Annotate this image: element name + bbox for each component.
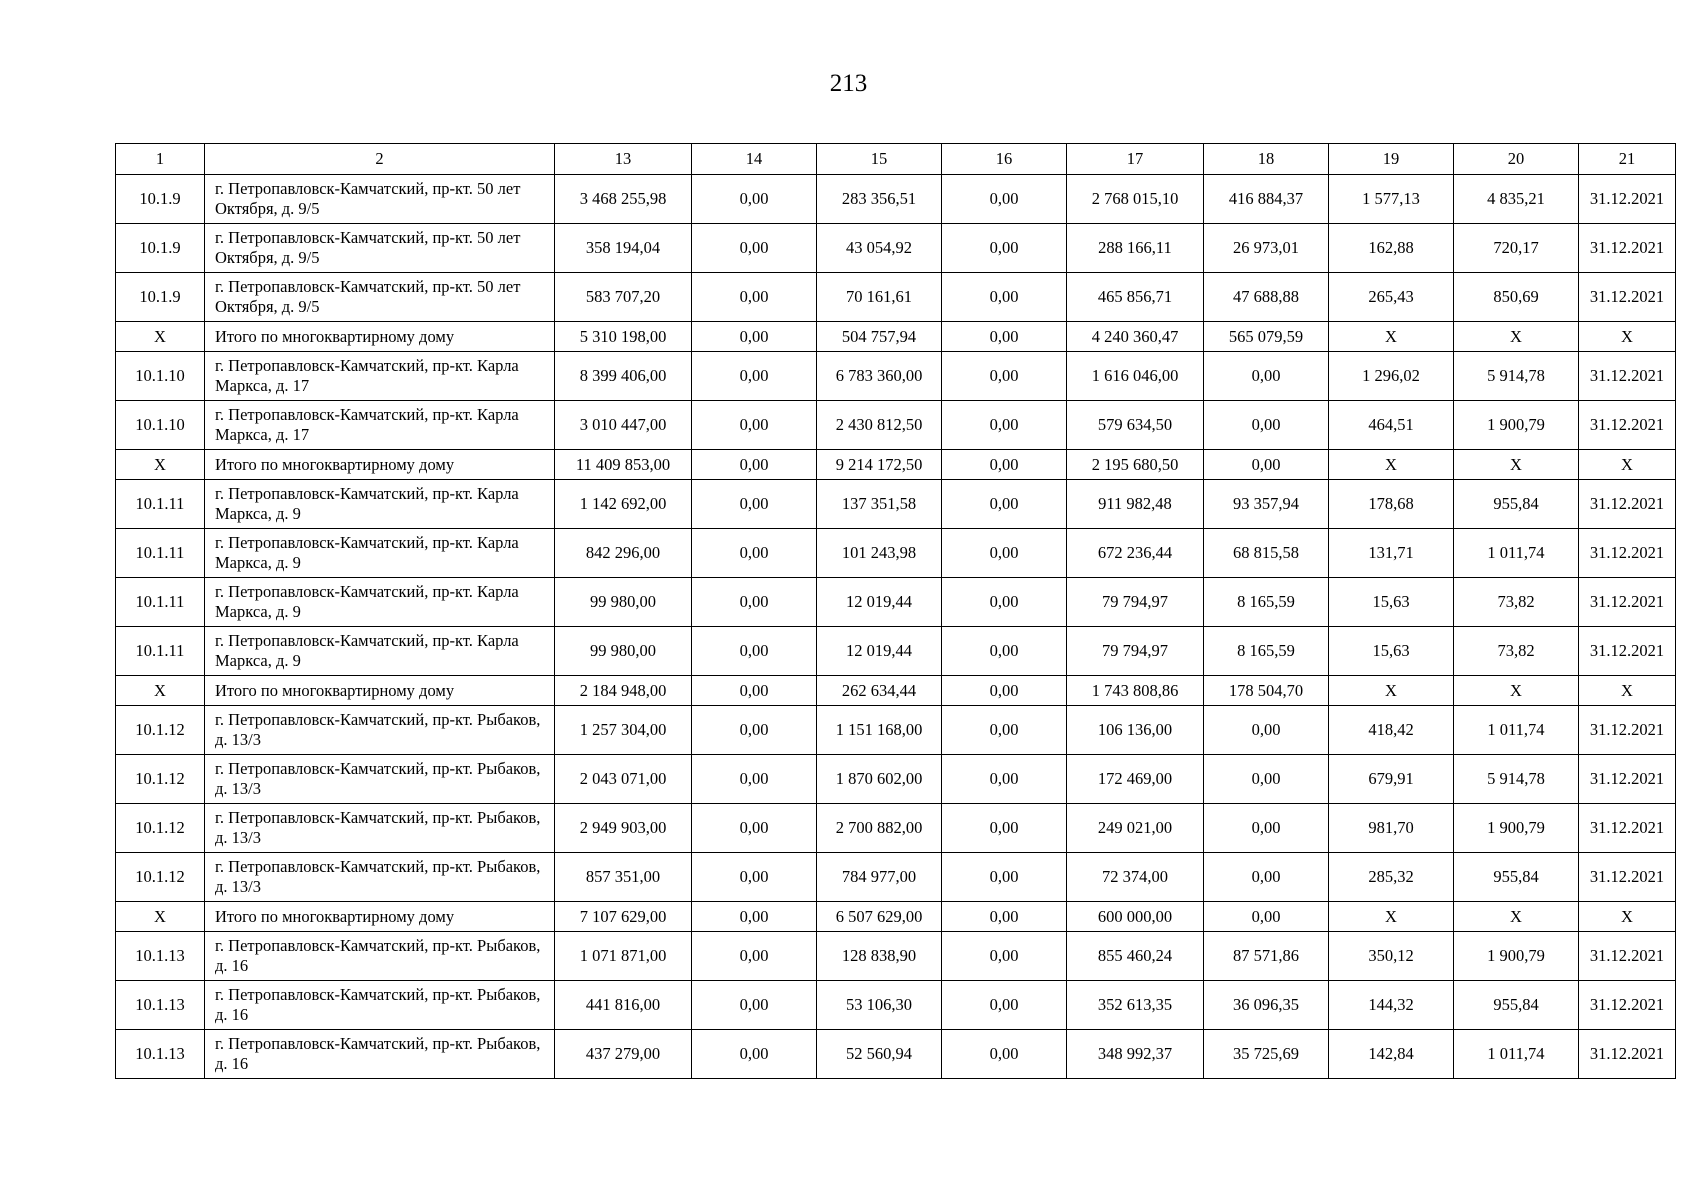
table-cell: 4 240 360,47 bbox=[1067, 322, 1204, 352]
table-cell: 0,00 bbox=[692, 352, 817, 401]
table-cell: 10.1.13 bbox=[116, 981, 205, 1030]
table-cell: 31.12.2021 bbox=[1579, 352, 1676, 401]
table-cell: 93 357,94 bbox=[1204, 480, 1329, 529]
table-cell: 672 236,44 bbox=[1067, 529, 1204, 578]
table-cell: г. Петропавловск-Камчатский, пр-кт. 50 лет Октября, д. 9/5 bbox=[205, 273, 555, 322]
table-cell: 31.12.2021 bbox=[1579, 804, 1676, 853]
column-header: 19 bbox=[1329, 144, 1454, 175]
table-cell: 0,00 bbox=[942, 480, 1067, 529]
table-cell: Х bbox=[116, 676, 205, 706]
table-cell: Х bbox=[116, 450, 205, 480]
table-cell: 31.12.2021 bbox=[1579, 273, 1676, 322]
table-cell: 0,00 bbox=[692, 981, 817, 1030]
table-row-total bbox=[116, 676, 1676, 706]
table-cell: 5 914,78 bbox=[1454, 352, 1579, 401]
table-cell: 8 399 406,00 bbox=[555, 352, 692, 401]
table-cell: г. Петропавловск-Камчатский, пр-кт. Рыбаков, д. 16 bbox=[205, 1030, 555, 1079]
column-header: 2 bbox=[205, 144, 555, 175]
table-cell: 579 634,50 bbox=[1067, 401, 1204, 450]
table-cell: 0,00 bbox=[942, 224, 1067, 273]
table-cell: 1 616 046,00 bbox=[1067, 352, 1204, 401]
table-header bbox=[116, 144, 1676, 175]
table-cell: 137 351,58 bbox=[817, 480, 942, 529]
table-cell: 0,00 bbox=[942, 932, 1067, 981]
table-cell: 288 166,11 bbox=[1067, 224, 1204, 273]
table-cell: 10.1.9 bbox=[116, 224, 205, 273]
column-header: 15 bbox=[817, 144, 942, 175]
table-cell: 12 019,44 bbox=[817, 578, 942, 627]
table-cell: 0,00 bbox=[942, 450, 1067, 480]
table-row bbox=[116, 175, 1676, 224]
table-cell: Х bbox=[1579, 676, 1676, 706]
table-cell: 10.1.12 bbox=[116, 706, 205, 755]
table-cell: 2 700 882,00 bbox=[817, 804, 942, 853]
table-cell: 1 071 871,00 bbox=[555, 932, 692, 981]
table-cell: г. Петропавловск-Камчатский, пр-кт. Рыбаков, д. 16 bbox=[205, 981, 555, 1030]
table-cell: 0,00 bbox=[692, 932, 817, 981]
table-cell: г. Петропавловск-Камчатский, пр-кт. Карла Маркса, д. 9 bbox=[205, 578, 555, 627]
table-cell: 504 757,94 bbox=[817, 322, 942, 352]
table-cell: 0,00 bbox=[692, 902, 817, 932]
table-cell: 101 243,98 bbox=[817, 529, 942, 578]
table-cell: Х bbox=[1579, 902, 1676, 932]
table-cell: 464,51 bbox=[1329, 401, 1454, 450]
table-cell: Итого по многоквартирному дому bbox=[205, 902, 555, 932]
table-cell: 262 634,44 bbox=[817, 676, 942, 706]
table-cell: 142,84 bbox=[1329, 1030, 1454, 1079]
table-cell: 283 356,51 bbox=[817, 175, 942, 224]
table-cell: 0,00 bbox=[1204, 352, 1329, 401]
table-cell: 437 279,00 bbox=[555, 1030, 692, 1079]
table-cell: Х bbox=[116, 902, 205, 932]
table-cell: г. Петропавловск-Камчатский, пр-кт. Карла Маркса, д. 17 bbox=[205, 401, 555, 450]
table-cell: 2 768 015,10 bbox=[1067, 175, 1204, 224]
table-cell: 0,00 bbox=[942, 578, 1067, 627]
table-cell: 4 835,21 bbox=[1454, 175, 1579, 224]
table-cell: 10.1.11 bbox=[116, 578, 205, 627]
table-cell: 0,00 bbox=[692, 322, 817, 352]
table-row bbox=[116, 804, 1676, 853]
table-cell: 6 783 360,00 bbox=[817, 352, 942, 401]
table-cell: 31.12.2021 bbox=[1579, 932, 1676, 981]
table-cell: 8 165,59 bbox=[1204, 627, 1329, 676]
table-cell: 31.12.2021 bbox=[1579, 578, 1676, 627]
table-cell: 10.1.12 bbox=[116, 804, 205, 853]
table-cell: 15,63 bbox=[1329, 578, 1454, 627]
table-cell: 441 816,00 bbox=[555, 981, 692, 1030]
table-cell: 0,00 bbox=[1204, 450, 1329, 480]
table-cell: 2 949 903,00 bbox=[555, 804, 692, 853]
table-cell: г. Петропавловск-Камчатский, пр-кт. Карла Маркса, д. 17 bbox=[205, 352, 555, 401]
table-cell: 36 096,35 bbox=[1204, 981, 1329, 1030]
table-cell: 0,00 bbox=[942, 706, 1067, 755]
table-row bbox=[116, 932, 1676, 981]
table-cell: 144,32 bbox=[1329, 981, 1454, 1030]
table-cell: 955,84 bbox=[1454, 853, 1579, 902]
table-cell: 0,00 bbox=[692, 578, 817, 627]
table-row bbox=[116, 401, 1676, 450]
table-cell: 8 165,59 bbox=[1204, 578, 1329, 627]
table-cell: 1 577,13 bbox=[1329, 175, 1454, 224]
table-cell: 0,00 bbox=[692, 804, 817, 853]
table-cell: г. Петропавловск-Камчатский, пр-кт. Рыбаков, д. 13/3 bbox=[205, 853, 555, 902]
column-header: 17 bbox=[1067, 144, 1204, 175]
table-cell: 68 815,58 bbox=[1204, 529, 1329, 578]
table-cell: 0,00 bbox=[1204, 755, 1329, 804]
table-cell: 0,00 bbox=[692, 676, 817, 706]
table-cell: 178,68 bbox=[1329, 480, 1454, 529]
table-cell: 0,00 bbox=[942, 529, 1067, 578]
table-cell: 0,00 bbox=[692, 627, 817, 676]
table-cell: 418,42 bbox=[1329, 706, 1454, 755]
table-cell: 26 973,01 bbox=[1204, 224, 1329, 273]
table-cell: 10.1.13 bbox=[116, 1030, 205, 1079]
table-cell: 1 151 168,00 bbox=[817, 706, 942, 755]
table-cell: 47 688,88 bbox=[1204, 273, 1329, 322]
column-header: 13 bbox=[555, 144, 692, 175]
table-cell: Х bbox=[1454, 676, 1579, 706]
table-cell: 2 043 071,00 bbox=[555, 755, 692, 804]
table-cell: Х bbox=[1579, 322, 1676, 352]
column-header: 21 bbox=[1579, 144, 1676, 175]
table-cell: 0,00 bbox=[942, 273, 1067, 322]
table-cell: 131,71 bbox=[1329, 529, 1454, 578]
table-cell: 35 725,69 bbox=[1204, 1030, 1329, 1079]
table-cell: 955,84 bbox=[1454, 981, 1579, 1030]
table-cell: 10.1.11 bbox=[116, 480, 205, 529]
table-cell: 0,00 bbox=[942, 627, 1067, 676]
table-cell: Х bbox=[1329, 676, 1454, 706]
table-cell: Итого по многоквартирному дому bbox=[205, 322, 555, 352]
table-cell: 0,00 bbox=[942, 755, 1067, 804]
table-cell: 0,00 bbox=[692, 450, 817, 480]
table-row bbox=[116, 627, 1676, 676]
table-cell: 52 560,94 bbox=[817, 1030, 942, 1079]
table-cell: 1 870 602,00 bbox=[817, 755, 942, 804]
table-cell: 10.1.11 bbox=[116, 529, 205, 578]
table-cell: 172 469,00 bbox=[1067, 755, 1204, 804]
table-cell: Х bbox=[1329, 450, 1454, 480]
table-cell: 79 794,97 bbox=[1067, 627, 1204, 676]
table-cell: Х bbox=[1579, 450, 1676, 480]
table-cell: Х bbox=[1329, 322, 1454, 352]
data-table bbox=[115, 143, 1676, 1079]
table-cell: 358 194,04 bbox=[555, 224, 692, 273]
table-row-total bbox=[116, 322, 1676, 352]
table-cell: 857 351,00 bbox=[555, 853, 692, 902]
table-row bbox=[116, 1030, 1676, 1079]
table-cell: 31.12.2021 bbox=[1579, 1030, 1676, 1079]
table-cell: 31.12.2021 bbox=[1579, 480, 1676, 529]
table-cell: г. Петропавловск-Камчатский, пр-кт. Рыбаков, д. 13/3 bbox=[205, 755, 555, 804]
table-cell: 72 374,00 bbox=[1067, 853, 1204, 902]
table-cell: 31.12.2021 bbox=[1579, 706, 1676, 755]
table-cell: 2 430 812,50 bbox=[817, 401, 942, 450]
table-cell: 1 743 808,86 bbox=[1067, 676, 1204, 706]
table-row bbox=[116, 578, 1676, 627]
table-cell: 0,00 bbox=[692, 529, 817, 578]
table-cell: 73,82 bbox=[1454, 578, 1579, 627]
table-cell: 0,00 bbox=[692, 224, 817, 273]
table-cell: 106 136,00 bbox=[1067, 706, 1204, 755]
table-cell: 10.1.10 bbox=[116, 352, 205, 401]
table-cell: 178 504,70 bbox=[1204, 676, 1329, 706]
table-cell: 0,00 bbox=[1204, 902, 1329, 932]
table-cell: 0,00 bbox=[692, 853, 817, 902]
table-cell: 0,00 bbox=[692, 480, 817, 529]
header-row bbox=[116, 144, 1676, 175]
table-cell: 79 794,97 bbox=[1067, 578, 1204, 627]
table-cell: 0,00 bbox=[942, 175, 1067, 224]
table-cell: 0,00 bbox=[942, 1030, 1067, 1079]
table-cell: 31.12.2021 bbox=[1579, 627, 1676, 676]
table-cell: 10.1.12 bbox=[116, 853, 205, 902]
table-cell: 0,00 bbox=[942, 676, 1067, 706]
table-row-total bbox=[116, 902, 1676, 932]
table-row-total bbox=[116, 450, 1676, 480]
page-number: 213 bbox=[829, 70, 868, 97]
table-cell: 0,00 bbox=[692, 755, 817, 804]
table-cell: 265,43 bbox=[1329, 273, 1454, 322]
table-cell: 0,00 bbox=[942, 853, 1067, 902]
table-cell: 1 900,79 bbox=[1454, 401, 1579, 450]
table-cell: 31.12.2021 bbox=[1579, 401, 1676, 450]
column-header: 18 bbox=[1204, 144, 1329, 175]
table-cell: 1 257 304,00 bbox=[555, 706, 692, 755]
table-cell: Х bbox=[1454, 450, 1579, 480]
table-cell: 9 214 172,50 bbox=[817, 450, 942, 480]
table-cell: 31.12.2021 bbox=[1579, 981, 1676, 1030]
table-cell: г. Петропавловск-Камчатский, пр-кт. Рыбаков, д. 13/3 bbox=[205, 706, 555, 755]
table-cell: Х bbox=[116, 322, 205, 352]
table-cell: 87 571,86 bbox=[1204, 932, 1329, 981]
table-cell: 855 460,24 bbox=[1067, 932, 1204, 981]
table-cell: 911 982,48 bbox=[1067, 480, 1204, 529]
table-cell: 1 142 692,00 bbox=[555, 480, 692, 529]
table-cell: 348 992,37 bbox=[1067, 1030, 1204, 1079]
table-cell: 0,00 bbox=[942, 902, 1067, 932]
table-cell: 955,84 bbox=[1454, 480, 1579, 529]
table-cell: 10.1.10 bbox=[116, 401, 205, 450]
table-cell: 162,88 bbox=[1329, 224, 1454, 273]
table-cell: 850,69 bbox=[1454, 273, 1579, 322]
table-cell: 5 310 198,00 bbox=[555, 322, 692, 352]
table-cell: 2 195 680,50 bbox=[1067, 450, 1204, 480]
table-cell: 128 838,90 bbox=[817, 932, 942, 981]
table-cell: 0,00 bbox=[942, 804, 1067, 853]
table-row bbox=[116, 529, 1676, 578]
table-cell: 784 977,00 bbox=[817, 853, 942, 902]
table-row bbox=[116, 853, 1676, 902]
table-cell: Х bbox=[1454, 902, 1579, 932]
table-cell: 600 000,00 bbox=[1067, 902, 1204, 932]
table-cell: 6 507 629,00 bbox=[817, 902, 942, 932]
table-cell: 31.12.2021 bbox=[1579, 853, 1676, 902]
table-cell: 0,00 bbox=[1204, 706, 1329, 755]
table-cell: 73,82 bbox=[1454, 627, 1579, 676]
table-cell: 43 054,92 bbox=[817, 224, 942, 273]
table-cell: 99 980,00 bbox=[555, 627, 692, 676]
column-header: 1 bbox=[116, 144, 205, 175]
table-cell: 5 914,78 bbox=[1454, 755, 1579, 804]
table-cell: 10.1.9 bbox=[116, 175, 205, 224]
table-cell: г. Петропавловск-Камчатский, пр-кт. Рыбаков, д. 13/3 bbox=[205, 804, 555, 853]
table-cell: г. Петропавловск-Камчатский, пр-кт. Карла Маркса, д. 9 bbox=[205, 480, 555, 529]
table-cell: 0,00 bbox=[942, 981, 1067, 1030]
table-cell: Итого по многоквартирному дому bbox=[205, 450, 555, 480]
table-cell: 981,70 bbox=[1329, 804, 1454, 853]
table-cell: 465 856,71 bbox=[1067, 273, 1204, 322]
table-row bbox=[116, 352, 1676, 401]
table-cell: 2 184 948,00 bbox=[555, 676, 692, 706]
table-cell: 7 107 629,00 bbox=[555, 902, 692, 932]
table-cell: 416 884,37 bbox=[1204, 175, 1329, 224]
table-cell: 0,00 bbox=[692, 401, 817, 450]
table-cell: 1 296,02 bbox=[1329, 352, 1454, 401]
table-cell: 10.1.11 bbox=[116, 627, 205, 676]
table-cell: 1 900,79 bbox=[1454, 804, 1579, 853]
table-cell: 0,00 bbox=[692, 1030, 817, 1079]
table-cell: 1 011,74 bbox=[1454, 706, 1579, 755]
table-cell: 1 011,74 bbox=[1454, 1030, 1579, 1079]
column-header: 14 bbox=[692, 144, 817, 175]
table-cell: 565 079,59 bbox=[1204, 322, 1329, 352]
table-cell: 0,00 bbox=[1204, 401, 1329, 450]
table-cell: 583 707,20 bbox=[555, 273, 692, 322]
table-cell: 679,91 bbox=[1329, 755, 1454, 804]
table-cell: 0,00 bbox=[942, 401, 1067, 450]
table-cell: 70 161,61 bbox=[817, 273, 942, 322]
table-cell: г. Петропавловск-Камчатский, пр-кт. Карла Маркса, д. 9 bbox=[205, 627, 555, 676]
table-cell: 15,63 bbox=[1329, 627, 1454, 676]
table-cell: 12 019,44 bbox=[817, 627, 942, 676]
column-header: 16 bbox=[942, 144, 1067, 175]
table-cell: 1 011,74 bbox=[1454, 529, 1579, 578]
table-cell: 3 468 255,98 bbox=[555, 175, 692, 224]
table-row bbox=[116, 224, 1676, 273]
table-cell: 1 900,79 bbox=[1454, 932, 1579, 981]
table-row bbox=[116, 480, 1676, 529]
table-cell: 11 409 853,00 bbox=[555, 450, 692, 480]
table-row bbox=[116, 706, 1676, 755]
table-cell: 249 021,00 bbox=[1067, 804, 1204, 853]
table-row bbox=[116, 273, 1676, 322]
table-cell: 0,00 bbox=[692, 706, 817, 755]
table-cell: г. Петропавловск-Камчатский, пр-кт. 50 лет Октября, д. 9/5 bbox=[205, 224, 555, 273]
table-cell: 0,00 bbox=[692, 175, 817, 224]
table-cell: 31.12.2021 bbox=[1579, 529, 1676, 578]
table-cell: 0,00 bbox=[942, 322, 1067, 352]
table-cell: 10.1.9 bbox=[116, 273, 205, 322]
table-cell: 99 980,00 bbox=[555, 578, 692, 627]
table-cell: Х bbox=[1454, 322, 1579, 352]
table-cell: 3 010 447,00 bbox=[555, 401, 692, 450]
table-cell: Х bbox=[1329, 902, 1454, 932]
table-cell: г. Петропавловск-Камчатский, пр-кт. 50 лет Октября, д. 9/5 bbox=[205, 175, 555, 224]
table-cell: 10.1.12 bbox=[116, 755, 205, 804]
table-cell: г. Петропавловск-Камчатский, пр-кт. Карла Маркса, д. 9 bbox=[205, 529, 555, 578]
table-cell: 53 106,30 bbox=[817, 981, 942, 1030]
table-row bbox=[116, 981, 1676, 1030]
table-cell: 720,17 bbox=[1454, 224, 1579, 273]
table-cell: 0,00 bbox=[1204, 853, 1329, 902]
table-cell: 842 296,00 bbox=[555, 529, 692, 578]
table-cell: 0,00 bbox=[1204, 804, 1329, 853]
table-cell: 10.1.13 bbox=[116, 932, 205, 981]
table-body bbox=[116, 175, 1676, 1079]
table-cell: 352 613,35 bbox=[1067, 981, 1204, 1030]
table-cell: 350,12 bbox=[1329, 932, 1454, 981]
table-cell: 31.12.2021 bbox=[1579, 175, 1676, 224]
table-cell: 0,00 bbox=[942, 352, 1067, 401]
column-header: 20 bbox=[1454, 144, 1579, 175]
table-cell: 31.12.2021 bbox=[1579, 224, 1676, 273]
table-cell: Итого по многоквартирному дому bbox=[205, 676, 555, 706]
table-cell: г. Петропавловск-Камчатский, пр-кт. Рыбаков, д. 16 bbox=[205, 932, 555, 981]
table-cell: 0,00 bbox=[692, 273, 817, 322]
table-cell: 31.12.2021 bbox=[1579, 755, 1676, 804]
table-row bbox=[116, 755, 1676, 804]
table-cell: 285,32 bbox=[1329, 853, 1454, 902]
